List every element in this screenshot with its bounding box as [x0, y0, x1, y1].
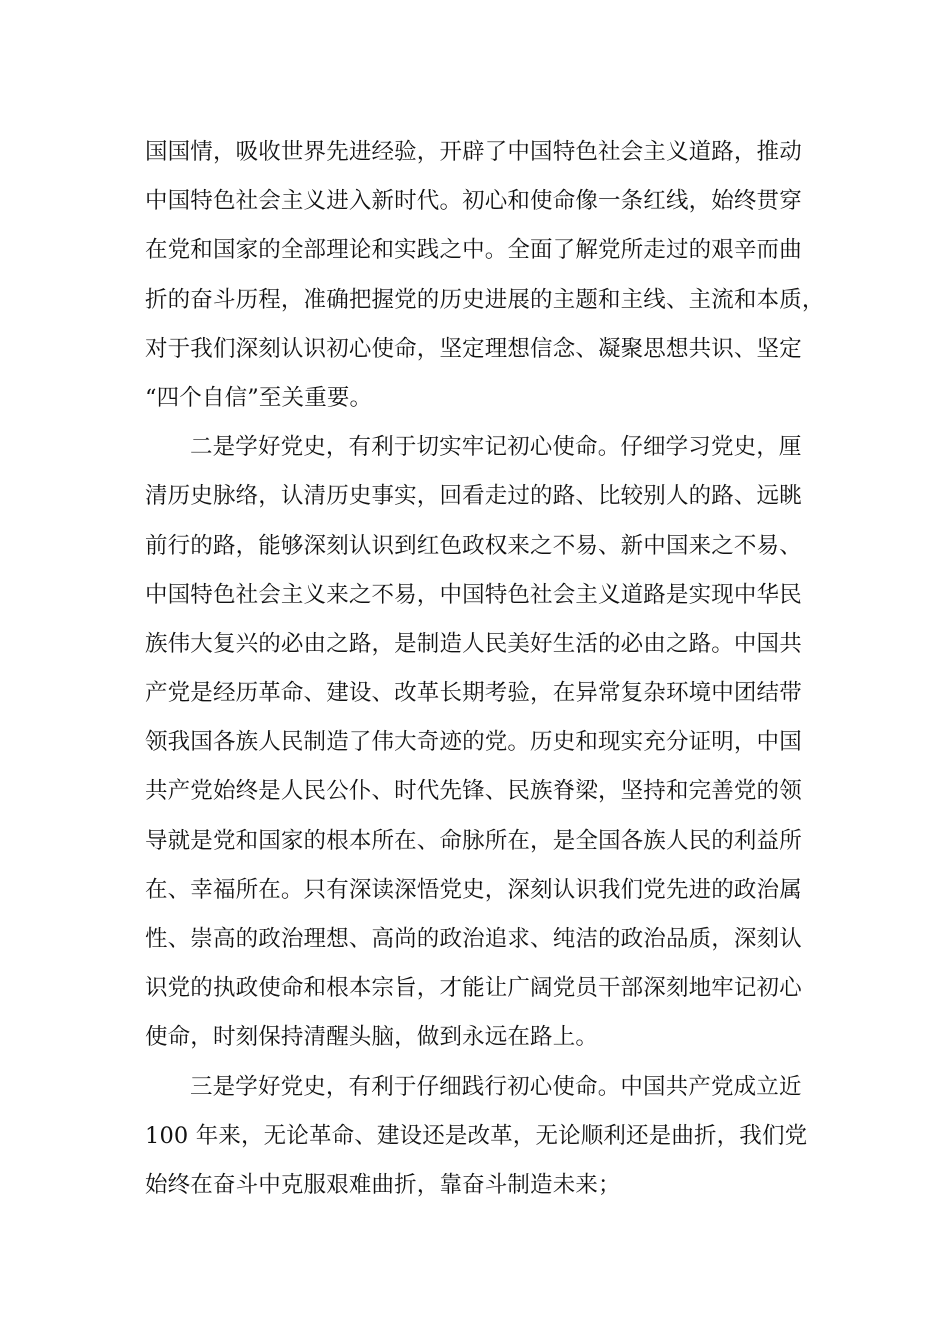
- paragraph-first-line: 三是学好党史，有利于仔细践行初心使命。中国共产党成立近: [190, 1073, 802, 1100]
- text-line: 清历史脉络，认清历史事实，回看走过的路、比较别人的路、远眺: [145, 483, 802, 510]
- text-line: 识党的执政使命和根本宗旨，才能让广阔党员干部深刻地牢记初心: [145, 975, 802, 1002]
- text-line: 始终在奋斗中克服艰难曲折，靠奋斗制造未来；: [145, 1171, 621, 1198]
- text-line: 领我国各族人民制造了伟大奇迹的党。历史和现实充分证明，中国: [145, 729, 802, 756]
- text-line: 对于我们深刻认识初心使命，坚定理想信念、凝聚思想共识、坚定: [145, 335, 802, 362]
- text-line: 中国特色社会主义进入新时代。初心和使命像一条红线，始终贯穿: [145, 188, 802, 215]
- text-line: 共产党始终是人民公仆、时代先锋、民族脊梁，坚持和完善党的领: [145, 778, 802, 805]
- text-line: 产党是经历革命、建设、改革长期考验，在异常复杂环境中团结带: [145, 680, 802, 707]
- text-line: 性、崇高的政治理想、高尚的政治追求、纯洁的政治品质，深刻认: [145, 926, 802, 952]
- text-line: 中国特色社会主义来之不易，中国特色社会主义道路是实现中华民: [145, 581, 802, 608]
- body-text: [145, 128, 825, 1210]
- text-line: 前行的路，能够深刻认识到红色政权来之不易、新中国来之不易、: [145, 532, 802, 559]
- text-line: “四个自信”至关重要。: [145, 384, 373, 411]
- text-line: 100 年来，无论革命、建设还是改革，无论顺利还是曲折，我们党: [145, 1122, 808, 1149]
- text-line: 使命，时刻保持清醒头脑，做到永远在路上。: [145, 1024, 599, 1051]
- text-line: 折的奋斗历程，准确把握党的历史进展的主题和主线、主流和本质，: [145, 286, 825, 313]
- text-line: 导就是党和国家的根本所在、命脉所在，是全国各族人民的利益所: [145, 827, 802, 854]
- paragraph-first-line: 二是学好党史，有利于切实牢记初心使命。仔细学习党史，厘: [190, 434, 802, 461]
- text-line: 在党和国家的全部理论和实践之中。全面了解党所走过的艰辛而曲: [145, 237, 802, 264]
- text-line: 国国情，吸收世界先进经验，开辟了中国特色社会主义道路，推动: [145, 139, 802, 165]
- text-line: 族伟大复兴的必由之路，是制造人民美好生活的必由之路。中国共: [145, 630, 802, 657]
- text-line: 在、幸福所在。只有深读深悟党史，深刻认识我们党先进的政治属: [145, 876, 802, 903]
